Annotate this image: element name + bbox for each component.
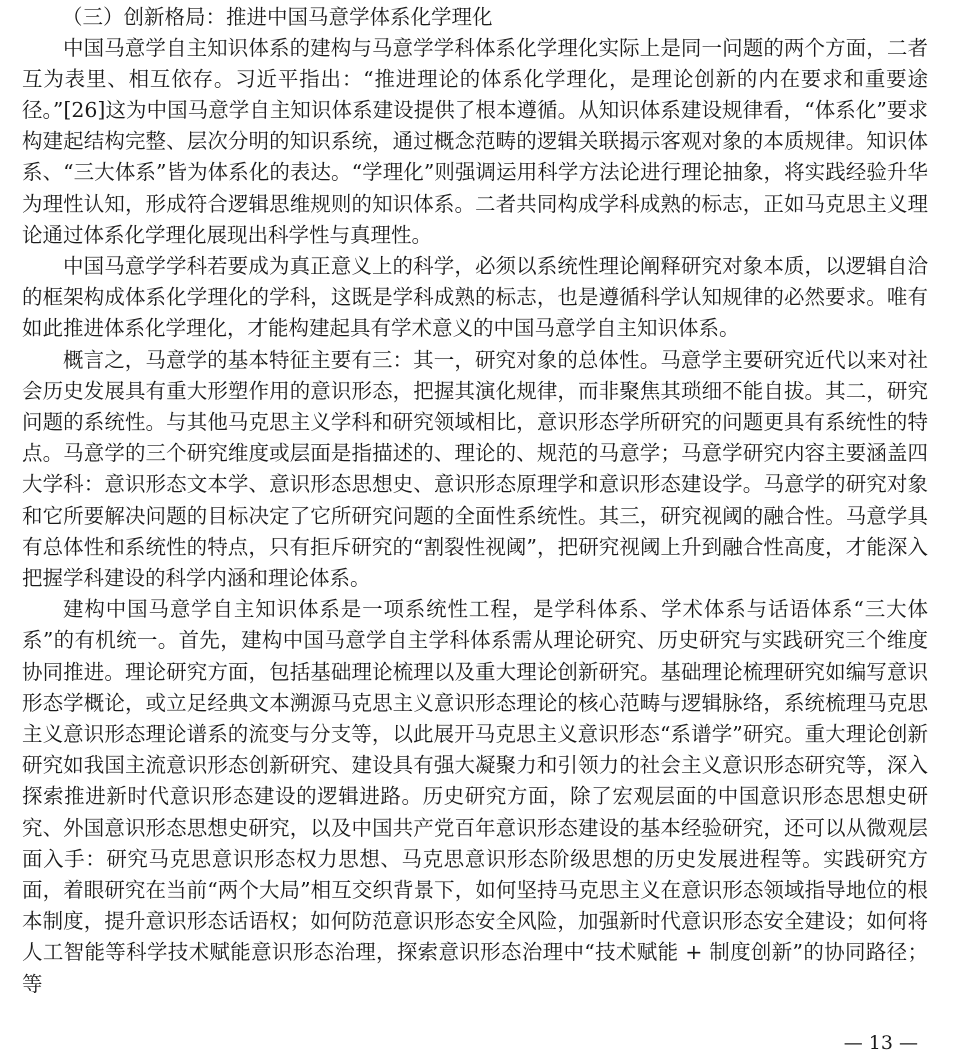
paragraph-2: 中国马意学学科若要成为真正意义上的科学，必须以系统性理论阐释研究对象本质，以逻辑自洽的框架构成体系化学理化的学科，这既是学科成熟的标志，也是遵循科学认知规律的必然要求。唯有如此推进体系化学理化，才能构建起具有学术意义的中国马意学自主知识体系。 [22, 253, 928, 341]
document-page [22, 2, 928, 1000]
page-number: — 13 — [843, 1032, 918, 1054]
paragraph-3: 概言之，马意学的基本特征主要有三：其一，研究对象的总体性。马意学主要研究近代以来对社会历史发展具有重大形塑作用的意识形态，把握其演化规律，而非聚焦其琐细不能自拔。其二，研究问题的系统性。与其他马克思主义学科和研究领域相比，意识形态学所研究的问题更具有系统性的特点。马意学的三个研究维度或层面是指描述的、理论的、规范的马意学；马意学研究内容主要涵盖四大学科：意识形态文本学、意识形态思想史、意识形态原理学和意识形态建设学。马意学的研究对象和它所要解决问题的目标决定了它所研究问题的全面性系统性。其三，研究视阈的融合性。马意学具有总体性和系统性的特点，只有拒斥研究的“割裂性视阈”，把研究视阈上升到融合性高度，才能深入把握学科建设的科学内涵和理论体系。 [22, 347, 928, 590]
paragraph-4: 建构中国马意学自主知识体系是一项系统性工程，是学科体系、学术体系与话语体系“三大体系”的有机统一。首先，建构中国马意学自主学科体系需从理论研究、历史研究与实践研究三个维度协同推进。理论研究方面，包括基础理论梳理以及重大理论创新研究。基础理论梳理研究如编写意识形态学概论，或立足经典文本溯源马克思主义意识形态理论的核心范畴与逻辑脉络，系统梳理马克思主义意识形态理论谱系的流变与分支等，以此展开马克思主义意识形态“系谱学”研究。重大理论创新研究如我国主流意识形态创新研究、建设具有强大凝聚力和引领力的社会主义意识形态研究等，深入探索推进新时代意识形态建设的逻辑进路。历史研究方面，除了宏观层面的中国意识形态思想史研究、外国意识形态思想史研究，以及中国共产党百年意识形态建设的基本经验研究，还可以从微观层面入手：研究马克思意识形态权力思想、马克思意识形态阶级思想的历史发展进程等。实践研究方面，着眼研究在当前“两个大局”相互交织背景下，如何坚持马克思主义在意识形态领域指导地位的根本制度，提升意识形态话语权；如何防范意识形态安全风险，加强新时代意识形态安全建设；如何将人工智能等科学技术赋能意识形态治理，探索意识形态治理中“技术赋能 + 制度创新”的协同路径；等 [22, 597, 928, 996]
paragraph-1: 中国马意学自主知识体系的建构与马意学学科体系化学理化实际上是同一问题的两个方面，二者互为表里、相互依存。习近平指出：“推进理论的体系化学理化，是理论创新的内在要求和重要途径。”[26]这为中国马意学自主知识体系建设提供了根本遵循。从知识体系建设规律看，“体系化”要求构建起结构完整、层次分明的知识系统，通过概念范畴的逻辑关联揭示客观对象的本质规律。知识体系、“三大体系”皆为体系化的表达。“学理化”则强调运用科学方法论进行理论抽象，将实践经验升华为理性认知，形成符合逻辑思维规则的知识体系。二者共同构成学科成熟的标志，正如马克思主义理论通过体系化学理化展现出科学性与真理性。 [22, 35, 928, 247]
section-heading: （三）创新格局：推进中国马意学体系化学理化 [62, 5, 493, 29]
